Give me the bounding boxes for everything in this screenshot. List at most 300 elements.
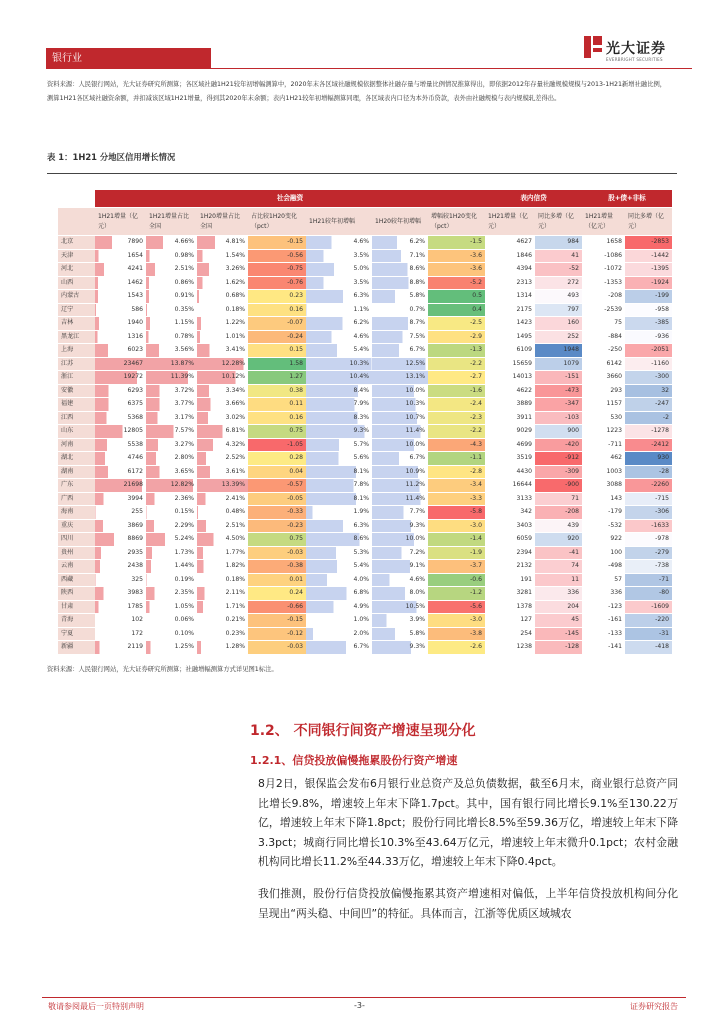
value-cell: 1223 [582,425,625,439]
value-cell: 12.82% [146,479,197,493]
value-cell: 11 [535,573,582,587]
table-row [58,560,672,574]
value-cell: 2175 [485,303,535,317]
value-cell: 0.98% [146,249,197,263]
value-cell: -2539 [582,303,625,317]
value-cell: 16644 [485,479,535,493]
value-cell: 10.3% [372,398,428,412]
value-cell: 530 [582,411,625,425]
value-cell: 1.73% [146,546,197,560]
region-cell: 辽宁 [58,303,95,317]
value-cell: -1.2 [428,587,485,601]
value-cell: 4430 [485,465,535,479]
credit-growth-table [58,190,672,655]
value-cell: 1423 [485,317,535,331]
value-cell: 4.9% [306,600,372,614]
region-cell: 山东 [58,425,95,439]
region-cell: 江苏 [58,357,95,371]
value-cell: 1.25% [146,641,197,655]
table-row [58,452,672,466]
value-cell: -0.23 [248,519,306,533]
value-cell: 3.77% [146,398,197,412]
value-cell: 9029 [485,425,535,439]
group-social-financing: 社会融资 [95,190,485,208]
value-cell: 255 [95,506,146,520]
value-cell: -1.9 [428,546,485,560]
region-cell: 贵州 [58,546,95,560]
value-cell: 920 [535,533,582,547]
value-cell: -1072 [582,263,625,277]
value-cell: 4.6% [306,236,372,250]
region-cell: 重庆 [58,519,95,533]
value-cell: 0.86% [146,276,197,290]
value-cell: -247 [625,398,672,412]
value-cell: -5.2 [428,276,485,290]
value-cell: 1.71% [197,600,248,614]
value-cell: 5538 [95,438,146,452]
value-cell: -0.66 [248,600,306,614]
value-cell: -2.5 [428,317,485,331]
value-cell: -738 [625,560,672,574]
value-cell: 1785 [95,600,146,614]
value-cell: 984 [535,236,582,250]
table-row [58,330,672,344]
value-cell: -123 [582,600,625,614]
table-row [58,641,672,655]
value-cell: -958 [625,303,672,317]
value-cell: 1.05% [146,600,197,614]
value-cell: 2935 [95,546,146,560]
value-cell: -300 [625,371,672,385]
region-cell: 上海 [58,344,95,358]
value-cell: -347 [535,398,582,412]
value-cell: 3660 [582,371,625,385]
value-cell: 8.4% [306,384,372,398]
column-header: 1H21增量（亿元） [95,208,146,236]
value-cell: 3.41% [197,344,248,358]
value-cell: 6023 [95,344,146,358]
value-cell: 2.52% [197,452,248,466]
value-cell: 10.9% [372,465,428,479]
value-cell: 1.28% [197,641,248,655]
column-header: 同比多增（亿元） [535,208,582,236]
table-row [58,519,672,533]
value-cell: 1.1% [306,303,372,317]
region-header-blank [58,190,95,208]
value-cell: -128 [535,641,582,655]
table-caption: 表 1：1H21 分地区信用增长情况 [47,152,176,162]
value-cell: 3.72% [146,384,197,398]
group-equity-bond-nonstandard: 股+债+非标 [582,190,672,208]
value-cell: -309 [535,465,582,479]
value-cell: -31 [625,627,672,641]
region-cell: 安徽 [58,384,95,398]
disclaimer-link[interactable]: 敬请参阅最后一页特别声明 [48,1002,144,1011]
table-row [58,411,672,425]
value-cell: -1086 [582,249,625,263]
value-cell: -3.4 [428,479,485,493]
value-cell: -71 [625,573,672,587]
value-cell: 0.48% [197,506,248,520]
value-cell: 0.5 [428,290,485,304]
brand-mark-icon [584,36,602,58]
value-cell: 5.8% [372,290,428,304]
value-cell: 102 [95,614,146,628]
value-cell: -0.15 [248,236,306,250]
value-cell: -3.6 [428,263,485,277]
value-cell: 204 [535,600,582,614]
table-row [58,371,672,385]
value-cell: -0.57 [248,479,306,493]
value-cell: -279 [625,546,672,560]
value-cell: 2.51% [146,263,197,277]
value-cell: 10.12% [197,371,248,385]
value-cell: 0.7% [372,303,428,317]
value-cell: 8.8% [372,276,428,290]
brand-name: 光大证券 [606,41,666,57]
value-cell: 8.6% [372,263,428,277]
value-cell: -900 [535,479,582,493]
region-cell: 北京 [58,236,95,250]
value-cell: 3.26% [197,263,248,277]
value-cell: 3088 [582,479,625,493]
value-cell: 74 [535,560,582,574]
value-cell: 0.15 [248,344,306,358]
value-cell: 1654 [95,249,146,263]
value-cell: 11.39% [146,371,197,385]
value-cell: 0.06% [146,614,197,628]
table-row [58,573,672,587]
value-cell: 0.18% [197,303,248,317]
value-cell: 0.24 [248,587,306,601]
value-cell: 8.1% [306,465,372,479]
value-cell: 2438 [95,560,146,574]
value-cell: 3.65% [146,465,197,479]
section-heading: 1.2、 不同银行间资产增速呈现分化 [250,723,476,739]
value-cell: 11.2% [372,479,428,493]
value-cell: 1316 [95,330,146,344]
region-cell: 陕西 [58,587,95,601]
page-footer [42,997,686,1013]
value-cell: -0.75 [248,263,306,277]
value-cell: -0.6 [428,573,485,587]
value-cell: 930 [625,452,672,466]
value-cell: 4.32% [197,438,248,452]
value-cell: -1.6 [428,384,485,398]
value-cell: 11.4% [372,492,428,506]
value-cell: 6.2% [306,317,372,331]
value-cell: -80 [625,587,672,601]
value-cell: 922 [582,533,625,547]
value-cell: 7.8% [306,479,372,493]
value-cell: -161 [582,614,625,628]
value-cell: 7.57% [146,425,197,439]
value-cell: 1.82% [197,560,248,574]
value-cell: 11.4% [372,425,428,439]
value-cell: -151 [535,371,582,385]
value-cell: 0.11 [248,398,306,412]
value-cell: -52 [535,263,582,277]
value-cell: 5.0% [306,263,372,277]
value-cell: -5.8 [428,506,485,520]
value-cell: -306 [625,506,672,520]
value-cell: 6109 [485,344,535,358]
value-cell: -1.3 [428,344,485,358]
value-cell: 6142 [582,357,625,371]
value-cell: 1462 [95,276,146,290]
value-cell: 1948 [535,344,582,358]
value-cell: 2119 [95,641,146,655]
value-cell: -4.3 [428,438,485,452]
column-header: 同比多增（亿元） [625,208,672,236]
value-cell: 4.6% [306,330,372,344]
value-cell: -0.07 [248,317,306,331]
section-tag: 银行业 [46,48,211,69]
value-cell: -1924 [625,276,672,290]
value-cell: -199 [625,290,672,304]
table-row [58,438,672,452]
table-row [58,384,672,398]
value-cell: 10.4% [306,371,372,385]
value-cell: 439 [535,519,582,533]
value-cell: 8869 [95,533,146,547]
value-cell: -1633 [625,519,672,533]
value-cell: 2313 [485,276,535,290]
table-row [58,506,672,520]
column-header: 1H20增量占比全国 [197,208,248,236]
value-cell: 7.7% [372,506,428,520]
value-cell: -0.56 [248,249,306,263]
value-cell: 41 [535,249,582,263]
page-number: -3- [354,1001,365,1010]
value-cell: 3.5% [306,249,372,263]
table-row [58,627,672,641]
value-cell: 3869 [95,519,146,533]
value-cell: -532 [582,519,625,533]
value-cell: -498 [582,560,625,574]
value-cell: 9.3% [372,519,428,533]
value-cell: 0.16 [248,411,306,425]
value-cell: 15659 [485,357,535,371]
value-cell: -3.0 [428,519,485,533]
value-cell: 0.15% [146,506,197,520]
value-cell: -2260 [625,479,672,493]
value-cell: 9.3% [306,425,372,439]
value-cell: 143 [582,492,625,506]
value-cell: 2.80% [146,452,197,466]
value-cell: 6293 [95,384,146,398]
value-cell: 4699 [485,438,535,452]
value-cell: 336 [535,587,582,601]
value-cell: -2 [625,411,672,425]
value-cell: 900 [535,425,582,439]
value-cell: 5.3% [306,546,372,560]
value-cell: 10.0% [372,438,428,452]
footer-rule [42,997,686,998]
value-cell: 0.23 [248,290,306,304]
table-row [58,492,672,506]
value-cell: 1940 [95,317,146,331]
region-cell: 吉林 [58,317,95,331]
value-cell: 7.2% [372,546,428,560]
table-body [58,236,672,655]
value-cell: 2.11% [197,587,248,601]
value-cell: 7.5% [372,330,428,344]
value-cell: 6.7% [372,452,428,466]
value-cell: 2.35% [146,587,197,601]
value-cell: 3.61% [197,465,248,479]
value-cell: 1314 [485,290,535,304]
value-cell: 100 [582,546,625,560]
value-cell: 10.0% [372,384,428,398]
body-paragraph: 8月2日，银保监会发布6月银行业总资产及总负债数据，截至6月末，商业银行总资产同比增长9.8%，增速较上年末下降1.7pct。其中，国有银行同比增长9.1%至130.22万亿，增速较上年末下降1.8pct；股份行同比增长8.5%至59.36万亿，增速较上年末下降3.3pct；城商行同比增长10.3%至43.64万亿元，增速较上年末微升0.1pct；农村金融机构同比增长11.2%至44.33万亿，增速较上年末下降0.4pct。 [258,777,678,868]
table-row [58,290,672,304]
value-cell: 5.7% [306,438,372,452]
value-cell: 8.1% [306,492,372,506]
value-cell: 4627 [485,236,535,250]
value-cell: 3994 [95,492,146,506]
value-cell: -103 [535,411,582,425]
value-cell: -0.03 [248,546,306,560]
value-cell: 1157 [582,398,625,412]
value-cell: 13.1% [372,371,428,385]
value-cell: 23467 [95,357,146,371]
value-cell: 1.27 [248,371,306,385]
value-cell: 7.1% [372,249,428,263]
column-header: 1H21增量占比全国 [146,208,197,236]
value-cell: -3.8 [428,627,485,641]
value-cell: 8.6% [306,533,372,547]
value-cell: -0.24 [248,330,306,344]
value-cell: 254 [485,627,535,641]
value-cell: 6.7% [372,344,428,358]
value-cell: 4.6% [372,573,428,587]
table-row [58,357,672,371]
value-cell: 3133 [485,492,535,506]
region-cell: 内蒙古 [58,290,95,304]
value-cell: 5.24% [146,533,197,547]
value-cell: -220 [625,614,672,628]
region-cell: 河南 [58,438,95,452]
value-cell: 0.18% [197,573,248,587]
region-cell: 云南 [58,560,95,574]
region-cell: 广东 [58,479,95,493]
value-cell: 3.56% [146,344,197,358]
value-cell: -208 [535,506,582,520]
table-row [58,533,672,547]
table-row [58,398,672,412]
value-cell: 5.4% [306,560,372,574]
value-cell: -2.2 [428,357,485,371]
value-cell: -385 [625,317,672,331]
value-cell: 1.62% [197,276,248,290]
value-cell: 3983 [95,587,146,601]
value-cell: -145 [535,627,582,641]
value-cell: -2.7 [428,371,485,385]
value-cell: 19272 [95,371,146,385]
value-cell: 0.23% [197,627,248,641]
value-cell: -3.7 [428,560,485,574]
value-cell: -3.0 [428,614,485,628]
region-cell: 四川 [58,533,95,547]
value-cell: 12.28% [197,357,248,371]
value-cell: -0.03 [248,641,306,655]
value-cell: 4.50% [197,533,248,547]
table-row [58,344,672,358]
value-cell: 10.7% [372,411,428,425]
column-header: 1H21较年初增幅 [306,208,372,236]
value-cell: 1.0% [306,614,372,628]
value-cell: -141 [582,641,625,655]
page-header [32,34,692,69]
region-cell: 广西 [58,492,95,506]
value-cell: -1395 [625,263,672,277]
value-cell: 0.68% [197,290,248,304]
value-cell: 160 [535,317,582,331]
value-cell: 10.0% [372,533,428,547]
value-cell: 4746 [95,452,146,466]
value-cell: 3281 [485,587,535,601]
value-cell: 1.9% [306,506,372,520]
value-cell: 191 [485,573,535,587]
value-cell: 6.3% [306,519,372,533]
region-cell: 福建 [58,398,95,412]
value-cell: 4.0% [306,573,372,587]
value-cell: 32 [625,384,672,398]
value-cell: -2.6 [428,641,485,655]
value-cell: 3.9% [372,614,428,628]
value-cell: -0.76 [248,276,306,290]
value-cell: 57 [582,573,625,587]
value-cell: 1003 [582,465,625,479]
value-cell: 9.3% [372,641,428,655]
value-cell: 3.34% [197,384,248,398]
value-cell: 13.39% [197,479,248,493]
value-cell: 2394 [485,546,535,560]
region-cell: 青海 [58,614,95,628]
value-cell: 336 [582,587,625,601]
value-cell: 0.38 [248,384,306,398]
table-row [58,317,672,331]
table-row [58,236,672,250]
value-cell: 0.28 [248,452,306,466]
value-cell: 1846 [485,249,535,263]
value-cell: 3.02% [197,411,248,425]
value-cell: -0.05 [248,492,306,506]
value-cell: -208 [582,290,625,304]
value-cell: 1238 [485,641,535,655]
value-cell: 8.0% [372,587,428,601]
value-cell: 3.27% [146,438,197,452]
value-cell: -1442 [625,249,672,263]
value-cell: -133 [582,627,625,641]
value-cell: 1.54% [197,249,248,263]
value-cell: 1495 [485,330,535,344]
region-cell: 海南 [58,506,95,520]
region-cell: 山西 [58,276,95,290]
region-cell: 西藏 [58,573,95,587]
value-cell: 14013 [485,371,535,385]
value-cell: 1.22% [197,317,248,331]
column-header: 1H21增量（亿元） [582,208,625,236]
region-cell: 甘肃 [58,600,95,614]
value-cell: 0.04 [248,465,306,479]
value-cell: 0.75 [248,425,306,439]
table-row [58,276,672,290]
value-cell: 7890 [95,236,146,250]
value-cell: -41 [535,546,582,560]
source-note: 资料来源：人民银行网站，光大证券研究所测算；各区域社融1H21较年初增幅测算中，2020年末各区域社融规模依据整体社融存量与增量比例情况推算得出，即依据2012年存量社融规模规模与2013-1H21新增社融比例，测算1H21各区域社融资余额，并扣减该区域1H21增量，得到其2020年末余额；表内1H21较年初增幅测算同理，各区域表内口径为本外币贷款，表外由社融规模与表内规模轧差得出。 [47,81,667,102]
